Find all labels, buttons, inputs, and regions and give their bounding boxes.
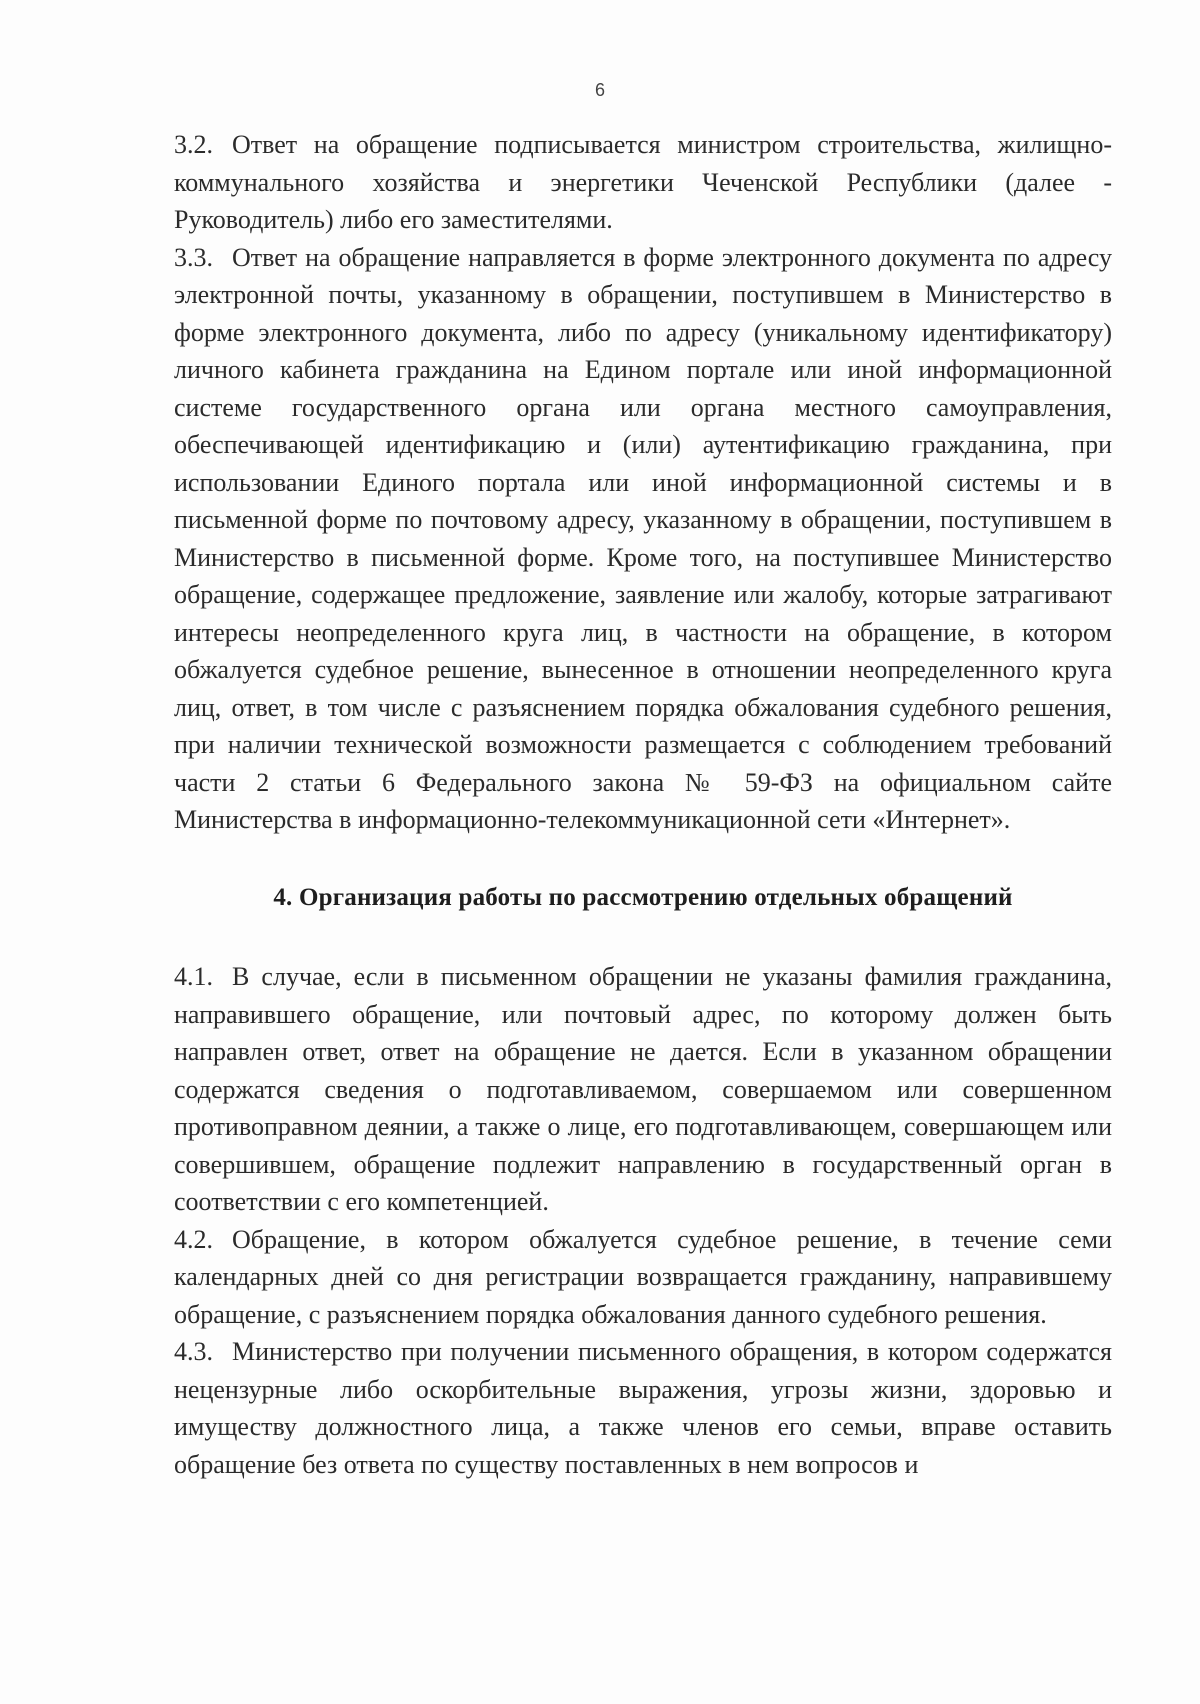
paragraph-4-1 [174, 958, 1112, 1221]
paragraph-text: Обращение, в котором обжалуется судебное решение, в течение семи календарных дней со дня регистрации возвращается гражданину, направившему обращение, с разъяснением порядка обжалования данного судебного решения. [174, 1224, 1112, 1329]
paragraph-text: Ответ на обращение направляется в форме электронного документа по адресу электронной почты, указанному в обращении, поступившем в Министерство в форме электронного документа, либо по адресу (уникальному идентификатору) личного кабинета гражданина на Едином портале или иной информационной системе государственного органа или органа местного самоуправления, обеспечивающей идентификацию и (или) аутентификацию гражданина, при использовании Единого портала или иной информационной системы и в письменной форме по почтовому адресу, указанному в обращении, поступившем в Министерство в письменной форме. Кроме того, на поступившее Министерство обращение, содержащее предложение, заявление или жалобу, которые затрагивают интересы неопределенного круга лиц, в частности на обращение, в котором обжалуется судебное решение, вынесенное в отношении неопределенного круга лиц, ответ, в том числе с разъяснением порядка обжалования судебного решения, при наличии технической возможности размещается с соблюдением требований части 2 статьи 6 Федерального закона № 59-ФЗ на официальном сайте Министерства в информационно-телекоммуникационной сети «Интернет». [174, 242, 1112, 834]
paragraph-text: Ответ на обращение подписывается министром строительства, жилищно-коммунального хозяйства и энергетики Чеченской Республики (далее - Руководитель) либо его заместителями. [174, 130, 1112, 234]
paragraph-4-3 [174, 1333, 1112, 1483]
paragraph-number: 3.2. [174, 130, 213, 159]
section-heading: 4. Организация работы по рассмотрению отдельных обращений [273, 883, 1013, 911]
paragraph-number: 4.1. [174, 962, 213, 991]
paragraph-number: 4.3. [174, 1337, 213, 1366]
paragraph-number: 3.3. [174, 242, 213, 272]
paragraph-number: 4.2. [174, 1224, 213, 1254]
paragraph-4-2 [174, 1221, 1112, 1334]
paragraph-text: Министерство при получении письменного обращения, в котором содержатся нецензурные либо оскорбительные выражения, угрозы жизни, здоровью и имуществу должностного лица, а также членов его семьи, вправе оставить обращение без ответа по существу поставленных в нем вопросов и [174, 1337, 1112, 1479]
paragraph-text: В случае, если в письменном обращении не указаны фамилия гражданина, направившего обращение, или почтовый адрес, по которому должен быть направлен ответ, ответ на обращение не дается. Если в указанном обращении содержатся сведения о подготавливаемом, совершаемом или совершенном противоправном деянии, а также о лице, его подготавливающем, совершающем или совершившем, обращение подлежит направлению в государственный орган в соответствии с его компетенцией. [174, 962, 1112, 1216]
paragraph-3-3 [174, 239, 1112, 839]
paragraph-3-2 [174, 126, 1112, 239]
document-body [174, 126, 1112, 1483]
page-number: 6 [594, 80, 605, 100]
